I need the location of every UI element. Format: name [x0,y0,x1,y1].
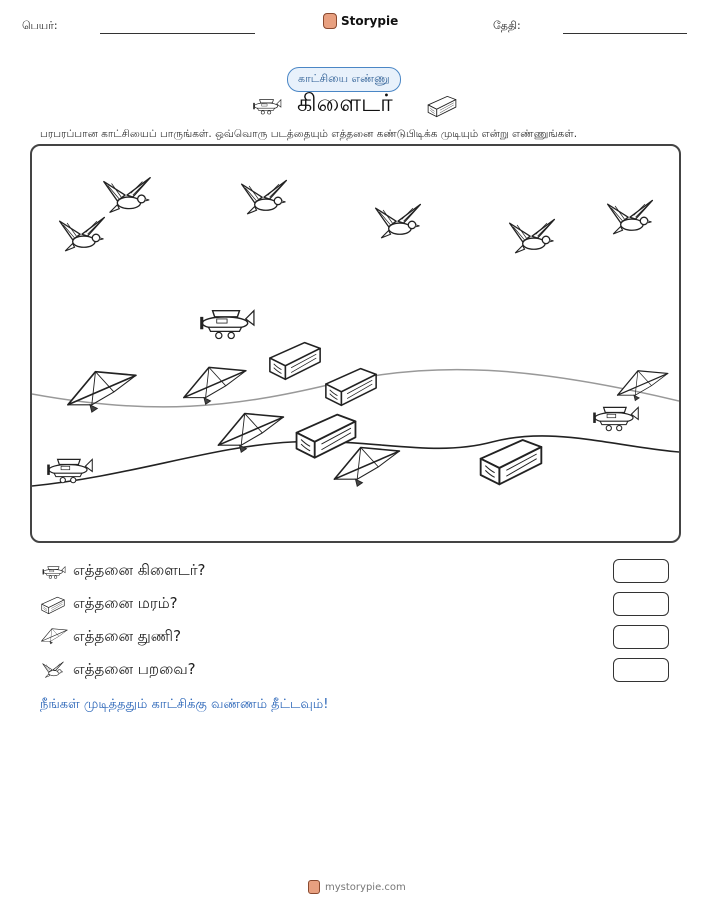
question-text: எத்தனை மரம்? [73,594,178,612]
wood-log [270,343,320,380]
wood-log-icon [426,94,458,118]
scene-illustration [32,146,679,541]
instruction-text: பரபரப்பான காட்சியைப் பாருங்கள். ஒவ்வொரு படத்தையும் எத்தனை கண்டுபிடிக்க முடியும் என்று எண்ணுங்கள். [40,128,578,140]
counting-scene [30,144,681,543]
activity-badge: காட்சியை எண்ணு [287,67,401,92]
question-row [40,627,670,651]
name-line[interactable] [100,33,255,34]
hang-glider [334,448,399,487]
bird [608,200,653,234]
hang-glider-icon [40,627,68,645]
question-text: எத்தனை பறவை? [73,660,196,678]
question-text: எத்தனை துணி? [73,627,182,645]
brand-logo [323,13,398,29]
date-line[interactable] [563,33,687,34]
question-row [40,594,670,618]
wood-log [481,440,542,484]
glider-plane [593,407,638,430]
coloring-note: நீங்கள் முடித்ததும் காட்சிக்கு வண்ணம் தீட்டவும்! [40,697,329,712]
bird [60,217,105,251]
hang-glider [184,367,246,404]
storypie-mascot-icon [323,13,337,29]
footer-url[interactable]: mystorypie.com [325,881,406,893]
brand-name: Storypie [341,14,399,28]
wood-log [297,415,356,458]
answer-box[interactable] [613,625,669,649]
answer-box[interactable] [613,559,669,583]
question-row [40,561,670,585]
footer [308,880,406,894]
bird [104,178,150,213]
glider-plane [200,311,254,339]
bird [242,180,287,214]
page-title: கிளைடர் [297,89,393,117]
date-label: தேதி: [493,19,521,32]
question-text: எத்தனை கிளைடர்? [73,561,206,579]
airplane-icon [250,94,282,116]
bird-icon [40,660,66,682]
answer-box[interactable] [613,658,669,682]
name-label: பெயர்: [22,19,58,32]
wood-log [326,369,376,406]
wood-log-icon [40,594,66,616]
bird [376,204,421,238]
answer-box[interactable] [613,592,669,616]
question-row [40,660,670,684]
storypie-mascot-icon [308,880,320,894]
airplane-icon [40,561,66,581]
bird [510,219,555,253]
